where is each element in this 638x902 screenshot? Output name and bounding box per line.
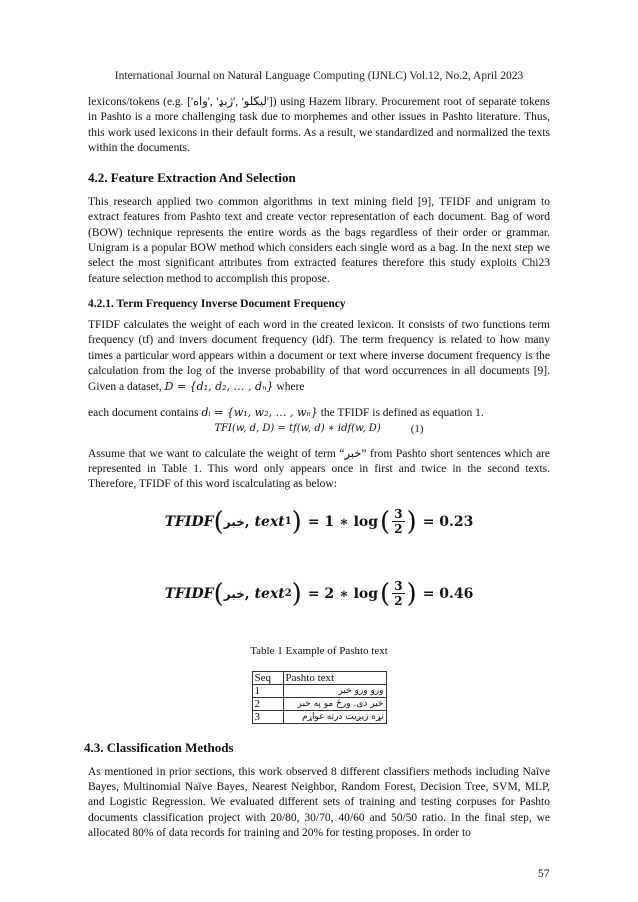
paragraph-tfidf-text: TFIDF calculates the weight of each word in the created lexicon. It consists of two functions term frequency (tf) and invers document frequency (idf). The term frequency is related to how many times a particular word appears within a document or text where inverse document frequency is the calculation from the log of the inverse probability of that word occurrences in all documents [9]. Given a dataset, — [88, 318, 550, 394]
table-header-row — [252, 671, 386, 684]
tfidf-eq1-word: خبر — [223, 514, 245, 529]
subsection-heading-4-2-1: 4.2.1. Term Frequency Inverse Document Frequency — [88, 297, 346, 310]
equation-1-number: (1) — [410, 422, 424, 435]
equation-1-text: TFI(w, d, D) = tf(w, d) ∗ idf(w, D) — [214, 422, 381, 434]
tfidf-eq1-frac-num: 3 — [394, 507, 403, 522]
tfidf-eq1-sub: 1 — [284, 516, 292, 528]
paragraph-tfidf-end: where — [276, 381, 305, 394]
table-cell-seq: 1 — [252, 684, 283, 697]
tfidf-eq2-result: = 0.46 — [422, 585, 474, 602]
tfidf-eq2-arg: text — [254, 585, 285, 602]
table-cell-text: نړه زیږیت درته غواړم — [283, 710, 386, 723]
table-cell-text: ورو ورو خبر — [283, 684, 386, 697]
paragraph-example: Assume that we want to calculate the weight of term “خبر” from Pashto short sentences which are represented in Table 1. This word only appears once in first and twice in the second texts. Therefore, TFIDF of this word iscalculating as below: — [88, 447, 550, 491]
tfidf-eq2-lhs: TFIDF — [164, 585, 214, 602]
document-formula: dᵢ = {w₁, w₂, … , wₙ} — [201, 406, 318, 420]
table-row — [252, 710, 386, 723]
tfidf-eq1-result: = 0.23 — [422, 513, 474, 530]
tfidf-eq2-frac-den: 2 — [394, 594, 403, 609]
paragraph-document-def-start: each document contains — [88, 407, 199, 420]
table-cell-seq: 2 — [252, 697, 283, 710]
paragraph-feature-extraction: This research applied two common algorithms in text mining field [9], TFIDF and unigram to extract features from Pashto text and create vector representation of each document. Bag of word (BOW) technique represents the entire words as the bags regardless of their order or grammar. Unigram is a popular BOW method which considers each single word as a bag. In the next step we select the most significant attributes from extracted features therefore this study exploits Chi23 feature selection method to accomplish this propose. — [88, 196, 550, 285]
tfidf-eq2-frac-num: 3 — [394, 579, 403, 594]
paragraph-lexicons: lexicons/tokens (e.g. ['ليکلو' ,'ژبډ' ,'واه']) using Hazem library. Procurement root of separate tokens in Pashto is a more challenging task due to morphemes and other issues in Pashto literature. Thus, this work used lexicons in their default forms. As a result, we standardized and normalized the texts within the documents. — [88, 96, 550, 154]
table-row — [252, 697, 386, 710]
paragraph-document-def — [88, 405, 550, 421]
tfidf-eq2-sub: 2 — [284, 588, 292, 600]
tfidf-eq1-frac-den: 2 — [394, 522, 403, 537]
page-number: 57 — [538, 868, 550, 880]
table-row — [252, 684, 386, 697]
tfidf-equation-text2: TFIDF ( خبر , text 2 ) = 2 ∗ log ( $\frac{3}{2}$ ) = 0.46 — [164, 578, 474, 609]
dataset-formula: D = {d₁, d₂, … , dₙ} — [164, 380, 274, 394]
running-header: International Journal on Natural Language Computing (IJNLC) Vol.12, No.2, April 2023 — [114, 70, 524, 82]
tfidf-equation-text1: TFIDF ( خبر , text 1 ) = 1 ∗ log ( $\frac{3}{2}$ ) = 0.23 — [164, 506, 474, 537]
tfidf-eq2-fraction — [392, 579, 404, 608]
equation-1 — [88, 423, 550, 435]
page-body — [84, 95, 550, 841]
paragraph-document-def-end: the TFIDF is defined as equation 1. — [320, 407, 484, 420]
tfidf-eq1-arg: text — [254, 513, 285, 530]
section-heading-4-3: 4.3. Classification Methods — [84, 739, 234, 755]
tfidf-eq1-coef: = 1 ∗ log — [307, 513, 379, 530]
tfidf-eq1-fraction — [392, 507, 404, 536]
table-header-text: Pashto text — [283, 671, 386, 684]
tfidf-eq2-word: خبر — [223, 586, 245, 601]
tfidf-eq2-coef: = 2 ∗ log — [307, 585, 379, 602]
paragraph-tfidf — [88, 318, 550, 395]
paragraph-classification: As mentioned in prior sections, this work observed 8 different classifiers methods including Naïve Bayes, Multinomial Naïve Bayes, Nearest Neighbor, Random Forest, Decision Tree, SVM, MLP, and Logistic Regression. We evaluated different sets of training and testing corpuses for Pashto documents classification project with 20/80, 30/70, 40/60 and 50/50 ratio. In the final step, we allocated 80% of data records for training and 20% for testing proposes. In order to — [88, 765, 550, 839]
pashto-text-table — [252, 671, 387, 724]
table-caption: Table 1 Example of Pashto text — [250, 644, 388, 657]
table-cell-text: خبر دی. ورځ مو په خبر — [283, 697, 386, 710]
tfidf-eq1-lhs: TFIDF — [164, 513, 214, 530]
table-header-seq: Seq — [252, 671, 283, 684]
table-cell-seq: 3 — [252, 710, 283, 723]
section-heading-4-2: 4.2. Feature Extraction And Selection — [88, 170, 296, 186]
